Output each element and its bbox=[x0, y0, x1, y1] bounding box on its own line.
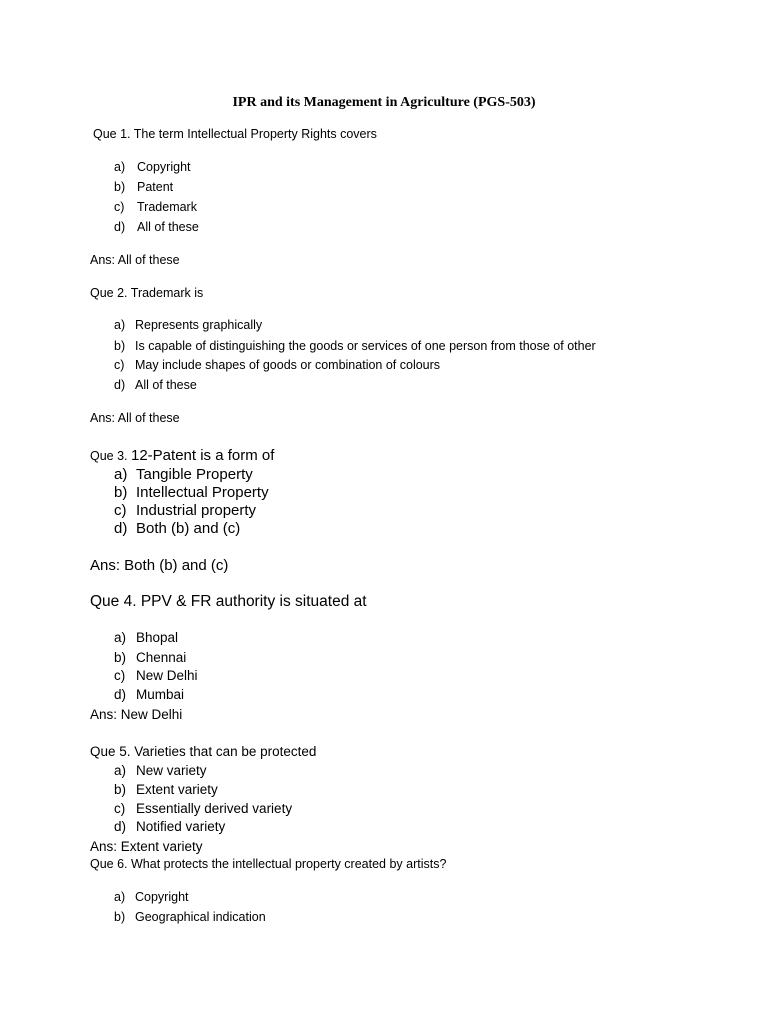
question-2: Que 2. Trademark is bbox=[90, 286, 204, 300]
q4-option-a: a) Bhopal bbox=[114, 630, 179, 645]
answer-2: Ans: All of these bbox=[90, 411, 180, 425]
question-4: Que 4. PPV & FR authority is situated at bbox=[90, 593, 367, 610]
q2-option-d: d) All of these bbox=[114, 378, 197, 392]
page-title: IPR and its Management in Agriculture (PGS-503) bbox=[232, 95, 536, 110]
q4-option-b: b) Chennai bbox=[114, 650, 187, 665]
q5-option-d: d) Notified variety bbox=[114, 819, 226, 834]
q2-option-a: a) Represents graphically bbox=[114, 318, 263, 332]
question-3: Que 3. 12-Patent is a form of bbox=[90, 447, 275, 464]
q6-option-b: b) Geographical indication bbox=[114, 910, 266, 924]
q5-option-a: a) New variety bbox=[114, 763, 207, 778]
question-1: Que 1. The term Intellectual Property Rights covers bbox=[93, 127, 377, 141]
q2-option-b: b) Is capable of distinguishing the goods or services of one person from those of other bbox=[114, 339, 596, 353]
q1-option-a: a) Copyright bbox=[114, 160, 191, 174]
question-5: Que 5. Varieties that can be protected bbox=[90, 744, 317, 759]
q3-option-a: a) Tangible Property bbox=[114, 466, 253, 483]
answer-5: Ans: Extent variety bbox=[90, 839, 203, 854]
q5-option-b: b) Extent variety bbox=[114, 782, 218, 797]
q5-option-c: c) Essentially derived variety bbox=[114, 801, 293, 816]
q1-option-b: b) Patent bbox=[114, 180, 174, 194]
answer-1: Ans: All of these bbox=[90, 253, 180, 267]
q4-option-c: c) New Delhi bbox=[114, 668, 198, 683]
q3-option-d: d) Both (b) and (c) bbox=[114, 520, 241, 537]
q2-option-c: c) May include shapes of goods or combination of colours bbox=[114, 358, 441, 372]
answer-4: Ans: New Delhi bbox=[90, 707, 183, 722]
q6-option-a: a) Copyright bbox=[114, 890, 189, 904]
q4-option-d: d) Mumbai bbox=[114, 687, 185, 702]
question-6: Que 6. What protects the intellectual property created by artists? bbox=[90, 857, 447, 871]
answer-3: Ans: Both (b) and (c) bbox=[90, 557, 229, 574]
q1-option-d: d) All of these bbox=[114, 220, 199, 234]
q1-option-c: c) Trademark bbox=[114, 200, 197, 214]
q3-option-b: b) Intellectual Property bbox=[114, 484, 269, 501]
q3-option-c: c) Industrial property bbox=[114, 502, 257, 519]
